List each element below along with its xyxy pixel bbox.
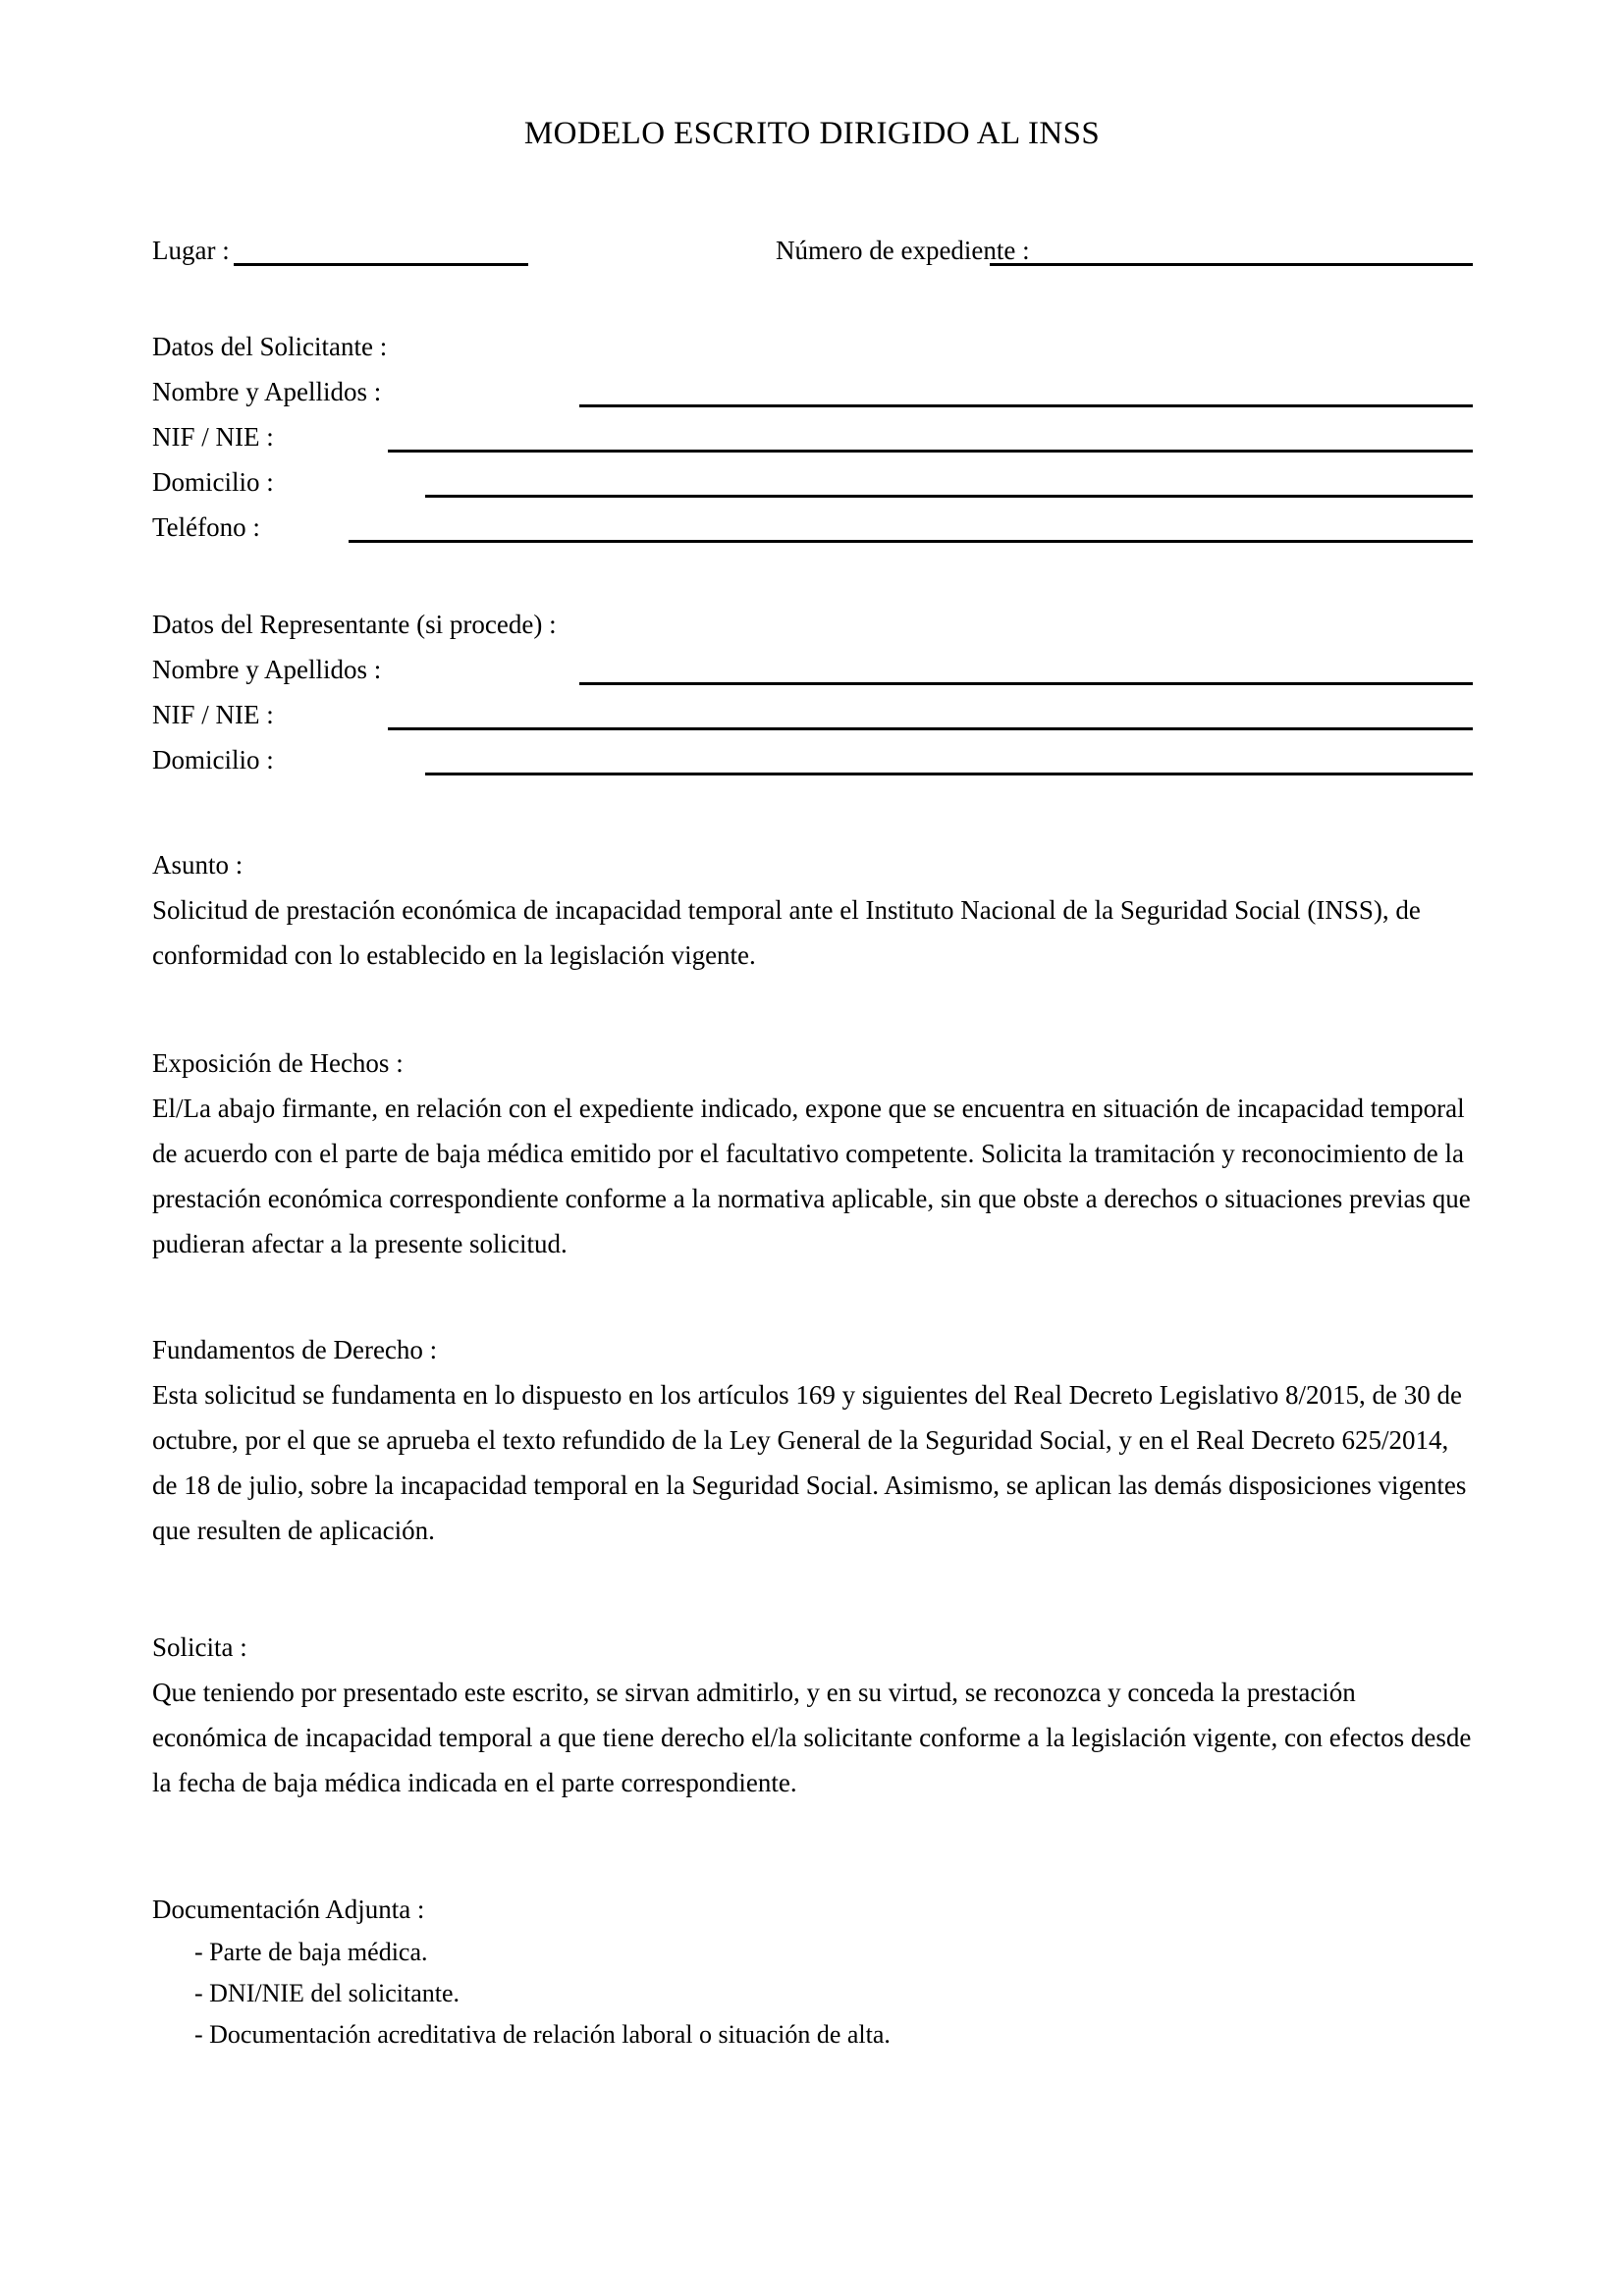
representative-address-row bbox=[152, 737, 1473, 782]
list-item: - Parte de baja médica. bbox=[194, 1938, 428, 1966]
hechos-section bbox=[152, 1041, 1473, 1266]
applicant-address-input-line[interactable] bbox=[425, 495, 1473, 498]
asunto-section bbox=[152, 842, 1473, 978]
applicant-name-label: Nombre y Apellidos : bbox=[152, 377, 382, 406]
fundamentos-section bbox=[152, 1327, 1473, 1553]
representative-name-row bbox=[152, 647, 1473, 692]
fundamentos-heading: Fundamentos de Derecho : bbox=[152, 1335, 438, 1364]
representative-nif-row bbox=[152, 692, 1473, 737]
representative-section bbox=[152, 602, 1473, 782]
hechos-body: El/La abajo firmante, en relación con el expediente indicado, expone que se encuentra en situación de incapacidad temporal de acuerdo con el parte de baja médica emitido por el facultativo competente. Solicita la tramitación y reconocimiento de la prestación económica correspondiente conforme a la normativa aplicable, sin que obste a derechos o situaciones previas que pudieran afectar a la presente solicitud. bbox=[152, 1094, 1471, 1258]
representative-heading: Datos del Representante (si procede) : bbox=[152, 610, 557, 639]
representative-name-input-line[interactable] bbox=[579, 682, 1473, 685]
list-item: - Documentación acreditativa de relación laboral o situación de alta. bbox=[194, 2020, 891, 2049]
applicant-nif-input-line[interactable] bbox=[388, 450, 1473, 453]
solicita-section bbox=[152, 1625, 1473, 1805]
asunto-body: Solicitud de prestación económica de incapacidad temporal ante el Instituto Nacional de la Seguridad Social (INSS), de conformidad con lo establecido en la legislación vigente. bbox=[152, 895, 1421, 970]
applicant-phone-label: Teléfono : bbox=[152, 512, 260, 542]
applicant-phone-row bbox=[152, 505, 1473, 550]
applicant-address-label: Domicilio : bbox=[152, 467, 274, 497]
page-title: MODELO ESCRITO DIRIGIDO AL INSS bbox=[523, 116, 1101, 151]
lugar-input-line[interactable] bbox=[234, 263, 528, 266]
applicant-phone-input-line[interactable] bbox=[349, 540, 1473, 543]
representative-address-label: Domicilio : bbox=[152, 745, 274, 774]
fundamentos-body: Esta solicitud se fundamenta en lo dispuesto en los artículos 169 y siguientes del Real Decreto Legislativo 8/2015, de 30 de octubre, por el que se aprueba el texto refundido de la Ley General de la Seguridad Social, y en el Real Decreto 625/2014, de 18 de julio, sobre la incapacidad temporal en la Seguridad Social. Asimismo, se aplican las demás disposiciones vigentes que resulten de aplicación. bbox=[152, 1380, 1467, 1545]
documentacion-heading: Documentación Adjunta : bbox=[152, 1895, 425, 1924]
applicant-name-input-line[interactable] bbox=[579, 404, 1473, 407]
solicita-body: Que teniendo por presentado este escrito, se sirvan admitirlo, y en su virtud, se reconozca y conceda la prestación económica de incapacidad temporal a que tiene derecho el/la solicitante conforme a la legislación vigente, con efectos desde la fecha de baja médica indicada en el parte correspondiente. bbox=[152, 1678, 1472, 1797]
applicant-nif-label: NIF / NIE : bbox=[152, 422, 274, 452]
representative-name-label: Nombre y Apellidos : bbox=[152, 655, 382, 684]
expediente-input-line[interactable] bbox=[990, 263, 1473, 266]
solicita-heading: Solicita : bbox=[152, 1632, 247, 1662]
representative-address-input-line[interactable] bbox=[425, 773, 1473, 775]
applicant-section bbox=[152, 324, 1473, 550]
hechos-heading: Exposición de Hechos : bbox=[152, 1048, 404, 1078]
representative-nif-input-line[interactable] bbox=[388, 727, 1473, 730]
documentacion-list bbox=[152, 1932, 1473, 2056]
list-item: - DNI/NIE del solicitante. bbox=[194, 1979, 460, 2007]
applicant-address-row bbox=[152, 459, 1473, 505]
applicant-name-row bbox=[152, 369, 1473, 414]
expediente-label: Número de expediente : bbox=[776, 236, 1030, 265]
asunto-heading: Asunto : bbox=[152, 850, 244, 880]
applicant-nif-row bbox=[152, 414, 1473, 459]
documentacion-section bbox=[152, 1887, 1473, 2056]
applicant-heading: Datos del Solicitante : bbox=[152, 332, 388, 361]
lugar-label: Lugar : bbox=[152, 236, 230, 265]
header-fields-row bbox=[152, 228, 1473, 273]
header-fields bbox=[152, 228, 1473, 273]
representative-nif-label: NIF / NIE : bbox=[152, 700, 274, 729]
